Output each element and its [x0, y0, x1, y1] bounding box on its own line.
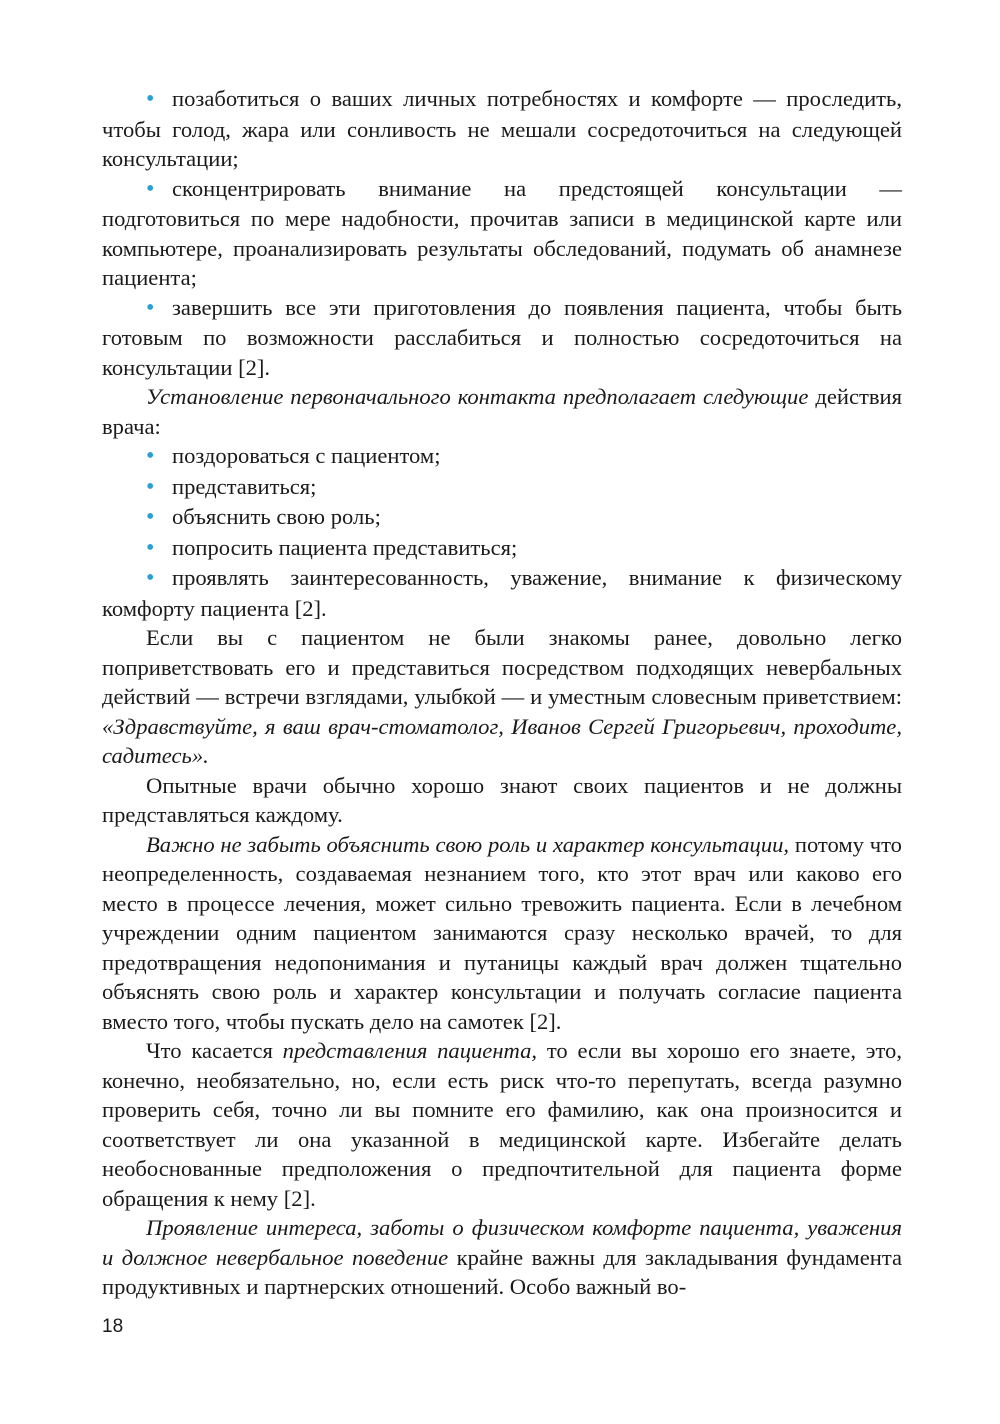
paragraph-text: Что касается [146, 1038, 283, 1063]
paragraph-text: крайне важны для закладывания фундамента продуктивных и партнерских отношений. Особо важный во- [102, 1244, 902, 1299]
paragraph-interest [102, 1213, 902, 1302]
list-item [102, 441, 902, 472]
paragraph-experienced: Опытные врачи обычно хорошо знают своих пациентов и не должны представляться каждому. [102, 772, 902, 827]
list-item [102, 84, 902, 174]
paragraph-role [102, 830, 902, 1037]
italic-phrase: Установление первоначального контакта предполагает следующие [146, 384, 809, 409]
list-item-text: позаботиться о ваших личных потребностях и комфорте — проследить, чтобы голод, жара или сонливость не мешали сосредоточиться на следующей консультации; [102, 86, 902, 171]
bullet-icon: • [146, 175, 155, 202]
list-item-text: объяснить свою роль; [172, 504, 381, 529]
list-item [102, 174, 902, 293]
paragraph-contact [102, 382, 902, 441]
bullet-icon: • [146, 565, 155, 591]
list-item [102, 563, 902, 623]
paragraph-text: то если вы хорошо его знаете, это, конечно, необязательно, но, если есть риск что-то перепутать, всегда разумно проверить себя, точно ли вы помните его фамилию, как она произносится и соответствует ли она указанной в медицинской карте. Избегайте делать необоснованные предположения о предпочтительной для пациента форме обращения к нему [2]. [102, 1038, 902, 1211]
italic-phrase: представления пациента, [282, 1038, 538, 1063]
italic-phrase: Важно не забыть объяснить свою роль и характер консультации, [146, 831, 790, 857]
italic-phrase: «Здравствуйте, я ваш врач-стоматолог, Иванов Сергей Григорьевич, проходите, садитесь». [102, 713, 902, 768]
paragraph-introduction [102, 1036, 902, 1213]
bullet-icon: • [146, 443, 155, 469]
list-item-text: представиться; [172, 473, 317, 499]
bullet-icon: • [146, 504, 155, 530]
list-item [102, 472, 902, 503]
page-number: 18 [102, 1316, 124, 1337]
bullet-icon: • [146, 473, 155, 500]
paragraph-text: потому что неопределенность, создаваемая незнанием того, кто этот врач или каково его место в процессе лечения, может сильно тревожить пациента. Если в лечебном учреждении одним пациентом занимаются сразу несколько врачей, то для предотвращения недопонимания и путаницы каждый врач должен тщательно объяснять свою роль и характер консультации и получать согласие пациента вместо того, чтобы пускать дело на самотек [2]. [102, 831, 902, 1034]
bullet-icon: • [146, 86, 155, 112]
list-item [102, 533, 902, 564]
list-item-text: завершить все эти приготовления до появления пациента, чтобы быть готовым по возможности расслабиться и полностью сосредоточиться на консультации [2]. [102, 294, 902, 380]
paragraph-text: действия врача: [102, 384, 902, 439]
bullet-icon: • [146, 294, 155, 321]
list-item-text: проявлять заинтересованность, уважение, внимание к физическому комфорту пациента [2]. [102, 565, 902, 621]
page-body [102, 84, 902, 1302]
list-item-text: поздороваться с пациентом; [172, 443, 441, 468]
bullet-icon: • [146, 534, 155, 561]
italic-phrase: Проявление интереса, заботы о физическом комфорте пациента, уважения и должное невербальное поведение [102, 1215, 902, 1270]
list-item [102, 293, 902, 383]
paragraph-greeting [102, 623, 902, 771]
paragraph-text: Если вы с пациентом не были знакомы ранее, довольно легко поприветствовать его и представиться посредством подходящих невербальных действий — встречи взглядами, улыбкой — и уместным словесным приветствием: [102, 625, 902, 709]
list-item-text: сконцентрировать внимание на предстоящей консультации — подготовиться по мере надобности, прочитав записи в медицинской карте или компьютере, проанализировать результаты обследований, подумать об анамнезе пациента; [102, 175, 902, 290]
list-item [102, 502, 902, 533]
list-item-text: попросить пациента представиться; [172, 534, 518, 560]
